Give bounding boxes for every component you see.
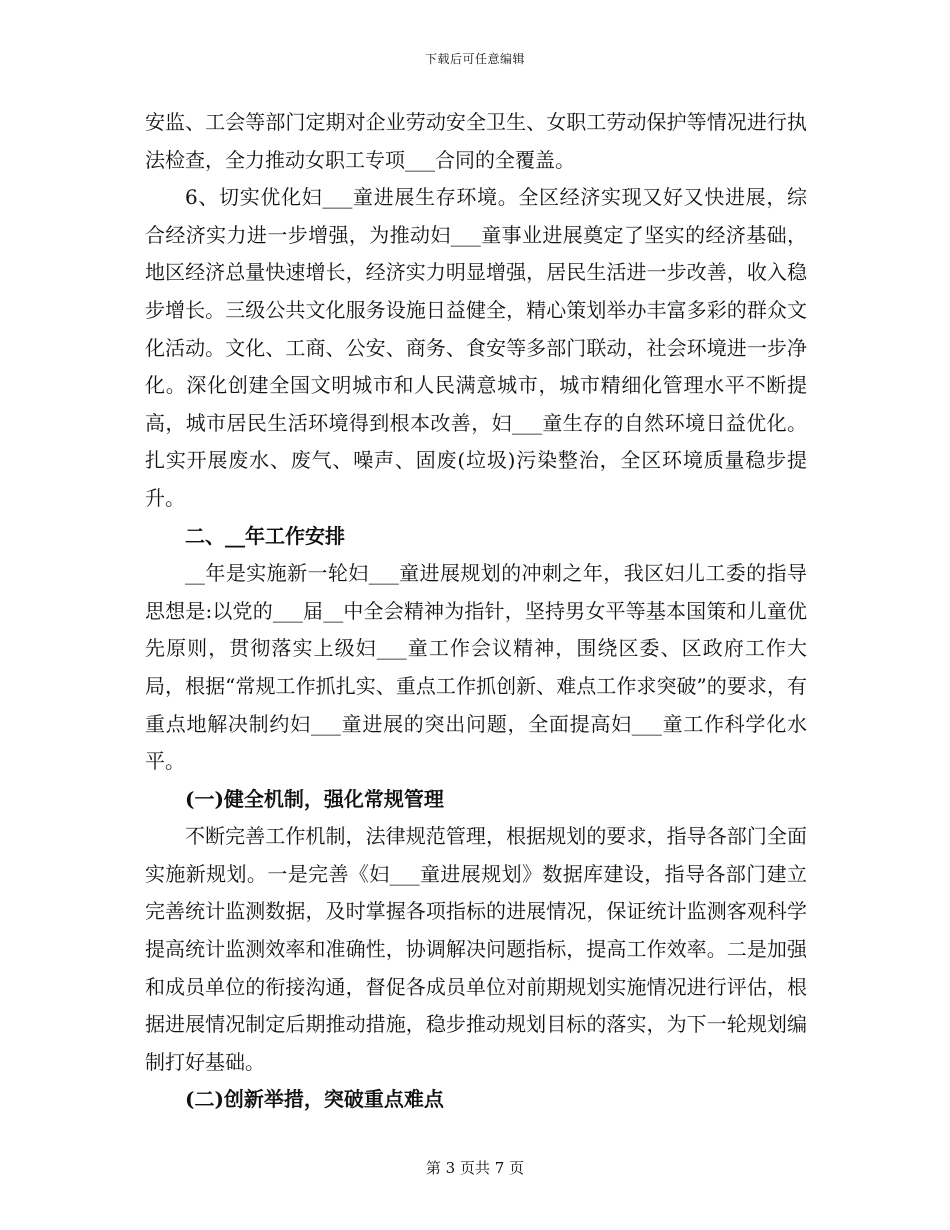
paragraph-environment: 6、切实优化妇___童进展生存环境。全区经济实现又好又快进展，综合经济实力进一步增强，为推动妇___童事业进展奠定了坚实的经济基础，地区经济总量快速增长，经济实力明显增强，居民生活进一步改善，收入稳步增长。三级公共文化服务设施日益健全，精心策划举办丰富多彩的群众文化活动。文化、工商、公安、商务、食安等多部门联动，社会环境进一步净化。深化创建全国文明城市和人民满意城市，城市精细化管理水平不断提高，城市居民生活环境得到根本改善，妇___童生存的自然环境日益优化。扎实开展废水、废气、噪声、固废(垃圾)污染整治，全区环境质量稳步提升。 [145,185,807,510]
subsection-heading-innovation: (二)创新举措，突破重点难点 [185,1087,444,1112]
subsection-heading-mechanism: (一)健全机制，强化常规管理 [185,786,444,811]
document-body [145,104,807,1119]
page-header: 下载后可任意编辑 [424,52,525,66]
paragraph-mechanism: 不断完善工作机制，法律规范管理，根据规划的要求，指导各部门全面实施新规划。一是完善《妇___童进展规划》数据库建设，指导各部门建立完善统计监测数据，及时掌握各项指标的进展情况，保证统计监测客观科学提高统计监测效率和准确性，协调解决问题指标，提高工作效率。二是加强和成员单位的衔接沟通，督促各成员单位对前期规划实施情况进行评估，根据进展情况制定后期推动措施，稳步推动规划目标的落实，为下一轮规划编制打好基础。 [145,824,807,1074]
page-footer: 第 3 页共 7 页 [425,1159,525,1177]
paragraph-guiding-thought: __年是实施新一轮妇___童进展规划的冲刺之年，我区妇儿工委的指导思想是:以党的___届__中全会精神为指针，坚持男女平等基本国策和儿童优先原则，贯彻落实上级妇___童工作会议精神，围绕区委、区政府工作大局，根据“常规工作抓扎实、重点工作抓创新、难点工作求突破”的要求，有重点地解决制约妇___童进展的突出问题，全面提高妇___童工作科学化水平。 [145,561,807,774]
section-heading-work-plan: 二、__年工作安排 [185,523,345,548]
paragraph-continuation: 安监、工会等部门定期对企业劳动安全卫生、女职工劳动保护等情况进行执法检查，全力推动女职工专项___合同的全覆盖。 [145,110,807,172]
